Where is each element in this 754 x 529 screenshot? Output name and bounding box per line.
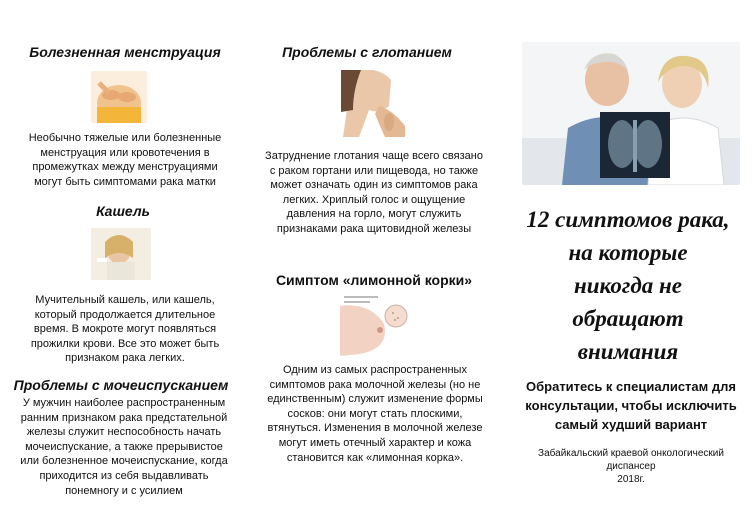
throat-pain-image <box>339 70 409 137</box>
heading-swallowing: Проблемы с глотанием <box>282 44 452 60</box>
photo-doctors <box>522 42 740 185</box>
heading-cough: Кашель <box>96 203 150 219</box>
organization-name: Забайкальский краевой онкологический диспансер <box>538 448 724 472</box>
photo-cough <box>91 228 151 280</box>
heading-urination: Проблемы с мочеиспусканием <box>13 377 229 393</box>
heading-painful-menstruation: Болезненная менструация <box>29 44 221 60</box>
text-cough: Мучительный кашель, или кашель, который продолжается длительное время. В мокроте могут появляться прожилки крови. Все это может быть признаком рака легких. <box>30 294 220 365</box>
breast-diagram-image <box>340 292 408 356</box>
photo-lemon-peel <box>340 292 408 356</box>
photo-swallowing <box>339 70 409 137</box>
year: 2018г. <box>617 474 645 485</box>
abdomen-pain-image <box>91 71 147 123</box>
heading-lemon-peel: Симптом «лимонной корки» <box>275 272 473 288</box>
text-urination: У мужчин наиболее распространенным ранним признаком рака предстательной железы служит неспособность начать мочеиспускание, а также прерывистое или болезненное мочеиспускание, когда приходится из себя выдавливать понемногу и с усилием <box>20 397 228 497</box>
text-lemon-peel: Одним из самых распространенных симптомов рака молочной железы (но не единственным) служит изменение формы сосков: они могут стать плоскими, втянуться. Изменения в молочной железе могут иметь отечный характер и кожа становится как «лимонная корка». <box>267 364 483 464</box>
text-swallowing: Затруднение глотания чаще всего связано с раком гортани или пищевода, но также может означать один из симптомов рака легких. Хриплый голос и ощущение давления на горло, могут служить признаками рака щитовидной железы <box>265 150 483 235</box>
main-title: 12 симптомов рака, на которые никогда не обращают внимания <box>526 207 730 364</box>
text-painful-menstruation: Необычно тяжелые или болезненные менструация или кровотечения в промежутках между менструациями могут быть симптомами рака матки <box>28 132 222 188</box>
coughing-woman-image <box>91 228 151 280</box>
photo-menstruation <box>91 71 147 123</box>
doctors-xray-image <box>522 42 740 185</box>
call-to-action: Обратитесь к специалистам для консультации, чтобы исключить самый худший вариант <box>525 379 737 432</box>
